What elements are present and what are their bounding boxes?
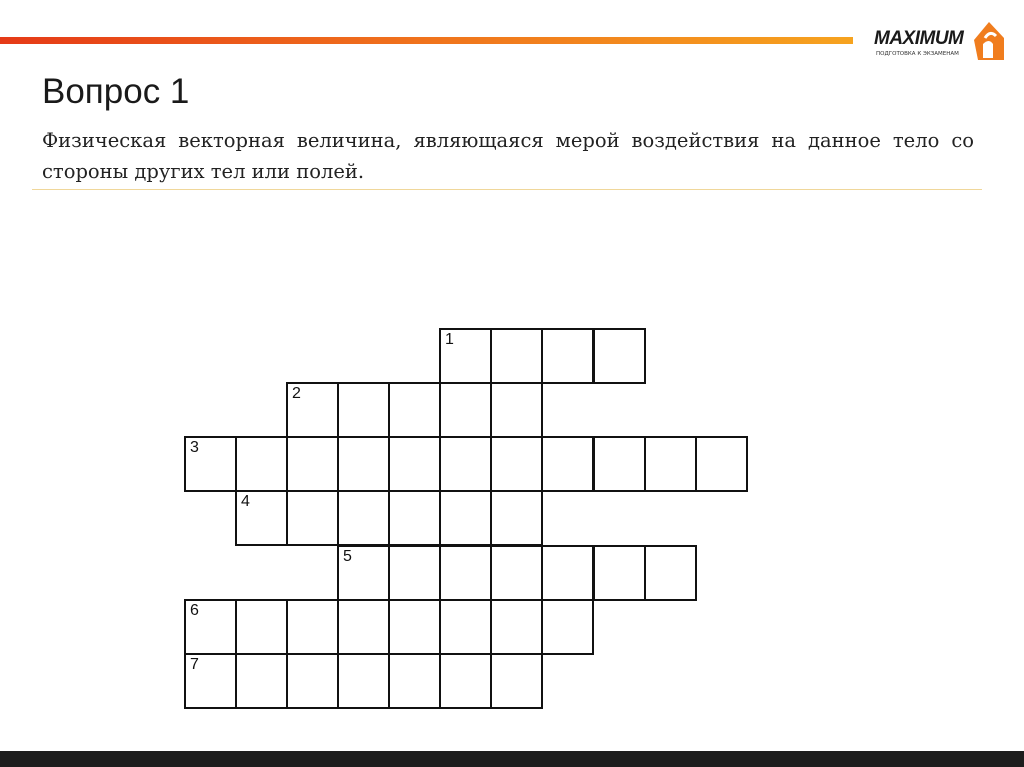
crossword-cell[interactable]: [490, 328, 543, 384]
crossword-cell[interactable]: [184, 599, 237, 655]
crossword-cell[interactable]: [337, 382, 390, 438]
crossword-cell[interactable]: [235, 653, 288, 709]
crossword-cell[interactable]: [593, 328, 646, 384]
crossword-cell[interactable]: [184, 653, 237, 709]
crossword-cell[interactable]: [490, 382, 543, 438]
top-accent-bar: [0, 37, 853, 44]
question-text: Физическая векторная величина, являющаяся мерой воздействия на данное тело со стороны других тел или полей.: [42, 129, 974, 183]
separator-line: [32, 189, 982, 190]
crossword-cell[interactable]: [439, 653, 492, 709]
crossword-cell[interactable]: [490, 436, 543, 492]
clue-number: 1: [445, 331, 454, 348]
crossword-cell[interactable]: [286, 436, 339, 492]
crossword-cell[interactable]: [286, 653, 339, 709]
crossword-cell[interactable]: [541, 436, 594, 492]
crossword-cell[interactable]: [644, 545, 697, 601]
crossword-cell[interactable]: [184, 436, 237, 492]
logo-house-icon: [972, 18, 1006, 62]
crossword-cell[interactable]: [439, 382, 492, 438]
clue-number: 6: [190, 602, 199, 619]
crossword-cell[interactable]: [541, 545, 594, 601]
crossword-cell[interactable]: [286, 382, 339, 438]
clue-number: 7: [190, 656, 199, 673]
crossword-cell[interactable]: [541, 599, 594, 655]
crossword-cell[interactable]: [490, 599, 543, 655]
logo-tagline: ПОДГОТОВКА К ЭКЗАМЕНАМ: [876, 51, 959, 57]
logo-brand-text: MAXIMUM: [874, 28, 964, 49]
crossword-cell[interactable]: [490, 490, 543, 546]
crossword-cell[interactable]: [388, 436, 441, 492]
crossword-cell[interactable]: [490, 653, 543, 709]
crossword-cell[interactable]: [593, 545, 646, 601]
crossword-cell[interactable]: [337, 490, 390, 546]
crossword-cell[interactable]: [235, 436, 288, 492]
crossword-cell[interactable]: [235, 599, 288, 655]
crossword-cell[interactable]: [439, 328, 492, 384]
clue-number: 3: [190, 439, 199, 456]
crossword-cell[interactable]: [593, 436, 646, 492]
slide-title: Вопрос 1: [42, 72, 190, 111]
crossword-cell[interactable]: [541, 328, 594, 384]
crossword-cell[interactable]: [286, 490, 339, 546]
crossword-cell[interactable]: [235, 490, 288, 546]
clue-number: 2: [292, 385, 301, 402]
crossword-cell[interactable]: [644, 436, 697, 492]
crossword-cell[interactable]: [337, 436, 390, 492]
crossword-cell[interactable]: [388, 490, 441, 546]
crossword-cell[interactable]: [388, 599, 441, 655]
crossword-cell[interactable]: [490, 545, 543, 601]
crossword-cell[interactable]: [337, 545, 390, 601]
crossword-cell[interactable]: [439, 545, 492, 601]
clue-number: 5: [343, 548, 352, 565]
crossword-cell[interactable]: [388, 545, 441, 601]
crossword-cell[interactable]: [388, 653, 441, 709]
crossword-cell[interactable]: [286, 599, 339, 655]
bottom-bar: [0, 751, 1024, 767]
clue-number: 4: [241, 493, 250, 510]
crossword-cell[interactable]: [439, 490, 492, 546]
crossword-cell[interactable]: [388, 382, 441, 438]
crossword-cell[interactable]: [337, 599, 390, 655]
crossword-cell[interactable]: [695, 436, 748, 492]
crossword-cell[interactable]: [439, 436, 492, 492]
crossword-cell[interactable]: [439, 599, 492, 655]
crossword-cell[interactable]: [337, 653, 390, 709]
brand-logo: [866, 18, 1012, 64]
